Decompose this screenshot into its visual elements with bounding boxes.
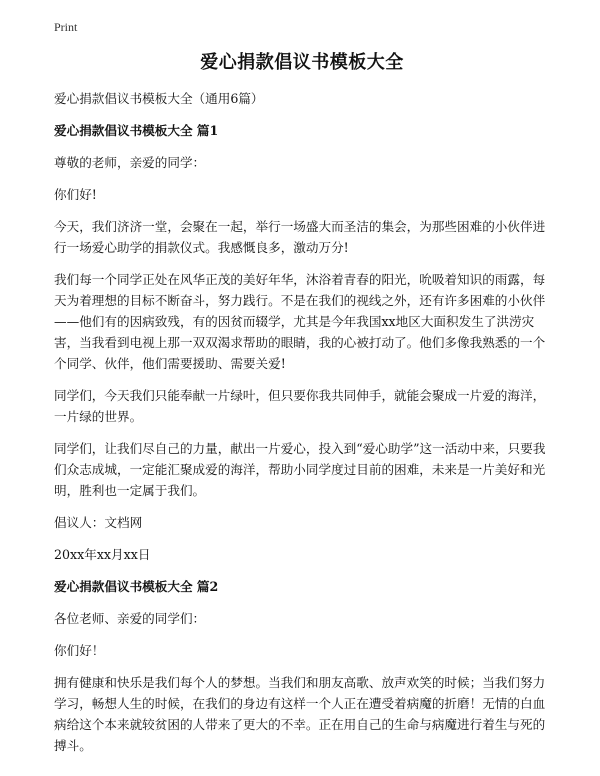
greeting-2: 各位老师、亲爱的同学们： xyxy=(54,611,206,626)
paragraph-1-1: 今天，我们济济一堂，会聚在一起，举行一场盛大而圣洁的集会，为那些困难的小伙伴进行一场爱心助学的捐款仪式。我感慨良多，激动万分! xyxy=(54,219,546,255)
hello-1: 你们好! xyxy=(54,187,97,202)
document-title: 爱心捐款倡议书模板大全 xyxy=(200,52,404,73)
hello-2: 你们好！ xyxy=(54,643,105,658)
paragraph-1-2: 我们每一个同学正处在风华正茂的美好年华，沐浴着青春的阳光，吮吸着知识的雨露，每天为着理想的目标不断奋斗，努力践行。不是在我们的视线之外，还有许多困难的小伙伴——他们有的因病致残，有的因贫而辍学，尤其是今年我国xx地区大面积发生了洪涝灾害，当我看到电视上那一双双渴求帮助的眼睛，我的心被打动了。他们多像我熟悉的一个个同学、伙伴，他们需要援助、需要关爱! xyxy=(54,272,546,371)
greeting-1: 尊敬的老师，亲爱的同学： xyxy=(54,155,206,170)
signer: 倡议人：文档网 xyxy=(54,515,143,530)
section-heading-2: 爱心捐款倡议书模板大全 篇2 xyxy=(54,579,219,594)
paragraph-1-4: 同学们，让我们尽自己的力量，献出一片爱心，投入到“爱心助学”这一活动中来，只要我们众志成城，一定能汇聚成爱的海洋，帮助小同学度过目前的困难，未来是一片美好和光明，胜利也一定属于我们。 xyxy=(54,441,546,498)
paragraph-2-1: 拥有健康和快乐是我们每个人的梦想。当我们和朋友高歌、放声欢笑的时候；当我们努力学习，畅想人生的时候，在我们的身边有这样一个人正在遭受着病魔的折磨！无情的白血病给这个本来就较贫困的人带来了更大的不幸。正在用自己的生命与病魔进行着生与死的搏斗。 xyxy=(54,675,546,753)
paragraph-1-3: 同学们，今天我们只能奉献一片绿叶，但只要你我共同伸手，就能会聚成一片爱的海洋，一片绿的世界。 xyxy=(54,388,546,424)
document-body xyxy=(54,48,550,767)
document-subtitle: 爱心捐款倡议书模板大全（通用6篇） xyxy=(54,91,264,106)
print-label: Print xyxy=(54,20,78,34)
date: 20xx年xx月xx日 xyxy=(54,547,151,562)
section-heading-1: 爱心捐款倡议书模板大全 篇1 xyxy=(54,123,219,138)
